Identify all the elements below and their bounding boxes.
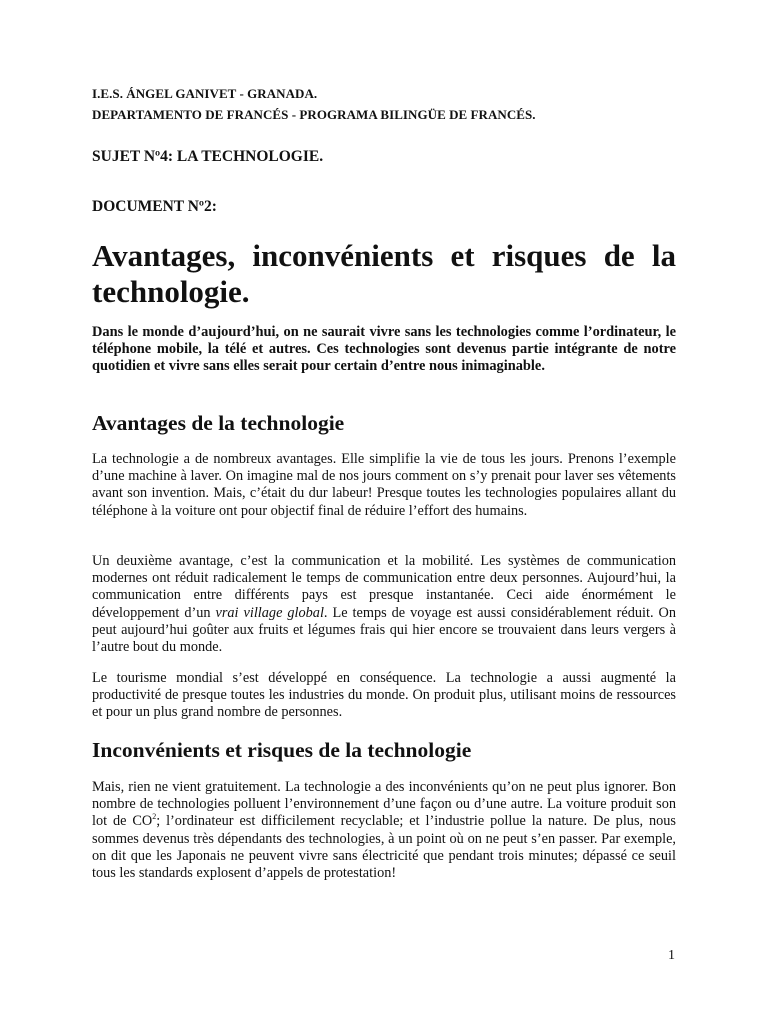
intro-paragraph: Dans le monde d’aujourd’hui, on ne saurait vivre sans les technologies comme l’ordinateur, le téléphone mobile, la télé et autres. Ces technologies sont devenus partie intégrante de notre quotidien et vivre sans elles serait pour certain d’entre nous inimaginable. xyxy=(92,324,676,374)
superscript: 2 xyxy=(152,812,157,822)
paragraph-text: . Le temps de voyage est aussi considérablement réduit. On peut aujourd’hui goûter aux fruits et légumes frais qui hier encore se trouvaient dans leurs vergers à l’autre bout du monde. xyxy=(92,604,676,656)
document-label: DOCUMENT Nº2: xyxy=(92,198,217,215)
italic-phrase: vrai village global xyxy=(215,604,324,621)
advantages-paragraph-2 xyxy=(92,553,676,656)
advantages-paragraph-3: Le tourisme mondial s’est développé en conséquence. La technologie a aussi augmenté la productivité de presque toutes les industries du monde. On produit plus, utilisant moins de ressources et pour un plus grand nombre de personnes. xyxy=(92,670,676,721)
advantages-paragraph-1: La technologie a de nombreux avantages. Elle simplifie la vie de tous les jours. Prenons l’exemple d’une machine à laver. On imagine mal de nos jours comment on s’y prenait pour laver ses vêtements avant son invention. Mais, c’était du dur labeur! Presque toutes les technologies populaires allant du téléphone à la voiture ont pour objectif final de réduire l’effort des humains. xyxy=(92,451,676,519)
paragraph-text: Mais, rien ne vient gratuitement. La technologie a des inconvénients qu’on ne peut plus ignorer. Bon nombre de technologies polluent l’environnement d’une façon ou d’une autre. La voiture produit son lot de CO xyxy=(92,779,676,830)
paragraph-text: ; l’ordinateur est difficilement recyclable; et l’industrie pollue la nature. De plus, nous sommes devenus très dépendants des technologies, à un point où on ne peut s’en passer. Par exemple, on dit que les Japonais ne peuvent vivre sans électricité que pendant trois minutes; dépassé ce seuil tous les standards explosent d’appels de protestation! xyxy=(92,813,676,882)
school-header: I.E.S. ÁNGEL GANIVET - GRANADA. xyxy=(92,86,318,101)
department-header: DEPARTAMENTO DE FRANCÉS - PROGRAMA BILINGÜE DE FRANCÉS. xyxy=(92,107,536,122)
document-page xyxy=(92,0,676,1024)
advantages-heading: Avantages de la technologie xyxy=(92,411,345,435)
subject-label: SUJET Nº4: LA TECHNOLOGIE. xyxy=(92,148,324,165)
drawbacks-paragraph-1 xyxy=(92,779,676,882)
document-title: Avantages, inconvénients et risques de la technologie. xyxy=(92,238,676,309)
paragraph-text: Un deuxième avantage, c’est la communication et la mobilité. Les systèmes de communication modernes ont réduit radicalement le temps de communication entre deux personnes. Aujourd’hui, la communication entre différents pays est presque instantanée. Ceci aide énormément le développement d’un xyxy=(92,553,676,621)
page-number: 1 xyxy=(668,948,675,963)
drawbacks-heading: Inconvénients et risques de la technologie xyxy=(92,738,472,762)
